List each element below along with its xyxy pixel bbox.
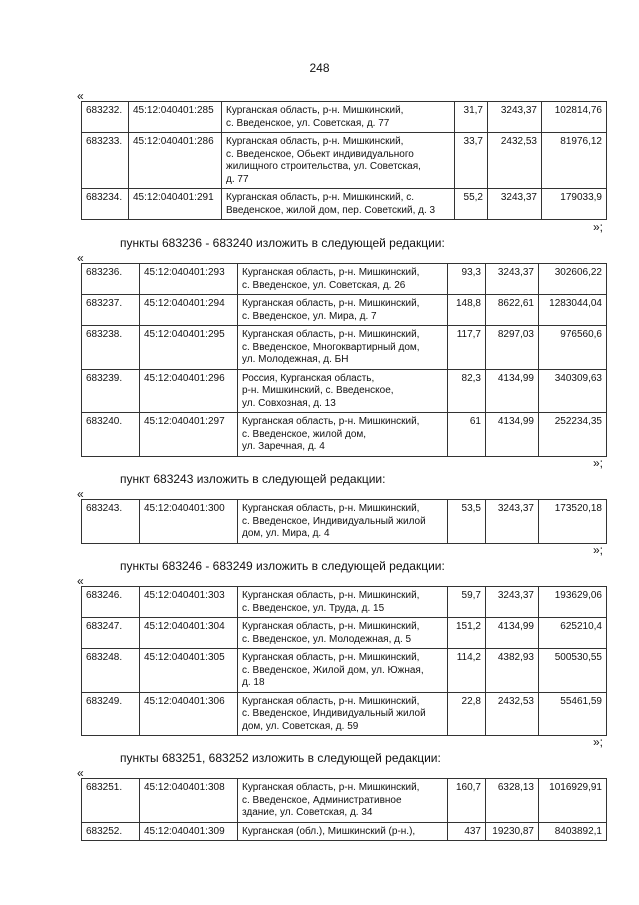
cadastral-number-cell: 45:12:040401:305 xyxy=(140,649,238,693)
cadastral-number-cell: 45:12:040401:297 xyxy=(140,413,238,457)
unit-value-cell: 8622,61 xyxy=(486,295,539,326)
close-quote: »; xyxy=(593,456,604,470)
area-cell: 93,3 xyxy=(448,264,486,295)
area-cell: 114,2 xyxy=(448,649,486,693)
unit-value-cell: 3243,37 xyxy=(486,587,539,618)
table-row xyxy=(82,189,607,220)
row-number-cell: 683246. xyxy=(82,587,140,618)
area-cell: 151,2 xyxy=(448,618,486,649)
close-quote: »; xyxy=(593,220,604,234)
cadastral-value-cell: 173520,18 xyxy=(539,500,607,544)
unit-value-cell: 8297,03 xyxy=(486,326,539,370)
table-row xyxy=(82,500,607,544)
cadastral-value-cell: 81976,12 xyxy=(542,133,607,189)
cadastral-number-cell: 45:12:040401:304 xyxy=(140,618,238,649)
address-cell: Курганская (обл.), Мишкинский (р-н.), xyxy=(238,822,448,841)
row-number-cell: 683232. xyxy=(82,102,129,133)
area-cell: 22,8 xyxy=(448,692,486,736)
row-number-cell: 683238. xyxy=(82,326,140,370)
cadastral-value-cell: 102814,76 xyxy=(542,102,607,133)
cadastral-number-cell: 45:12:040401:300 xyxy=(140,500,238,544)
area-cell: 55,2 xyxy=(455,189,488,220)
address-cell: Курганская область, р-н. Мишкинский, с. Введенское, Жилой дом, ул. Южная, д. 18 xyxy=(238,649,448,693)
cadastral-number-cell: 45:12:040401:306 xyxy=(140,692,238,736)
section-intro: пункты 683251, 683252 изложить в следующей редакции: xyxy=(120,751,441,765)
cadastral-number-cell: 45:12:040401:285 xyxy=(129,102,222,133)
unit-value-cell: 2432,53 xyxy=(488,133,542,189)
table-section-4 xyxy=(81,778,607,841)
row-number-cell: 683236. xyxy=(82,264,140,295)
open-quote: « xyxy=(77,487,84,501)
table-row xyxy=(82,649,607,693)
cadastral-number-cell: 45:12:040401:295 xyxy=(140,326,238,370)
cadastral-value-cell: 179033,9 xyxy=(542,189,607,220)
cadastral-value-cell: 1016929,91 xyxy=(539,779,607,823)
address-cell: Курганская область, р-н. Мишкинский, с. Введенское, ул. Мира, д. 7 xyxy=(238,295,448,326)
unit-value-cell: 4134,99 xyxy=(486,618,539,649)
cadastral-value-cell: 340309,63 xyxy=(539,369,607,413)
cadastral-number-cell: 45:12:040401:296 xyxy=(140,369,238,413)
unit-value-cell: 3243,37 xyxy=(488,189,542,220)
section-intro: пункты 683236 - 683240 изложить в следующей редакции: xyxy=(120,236,445,250)
table-row xyxy=(82,326,607,370)
unit-value-cell: 3243,37 xyxy=(486,500,539,544)
cadastral-number-cell: 45:12:040401:293 xyxy=(140,264,238,295)
row-number-cell: 683248. xyxy=(82,649,140,693)
area-cell: 437 xyxy=(448,822,486,841)
page-number: 248 xyxy=(309,61,330,75)
table-row xyxy=(82,102,607,133)
row-number-cell: 683251. xyxy=(82,779,140,823)
address-cell: Россия, Курганская область, р-н. Мишкинский, с. Введенское, ул. Совхозная, д. 13 xyxy=(238,369,448,413)
cadastral-number-cell: 45:12:040401:303 xyxy=(140,587,238,618)
cadastral-value-cell: 193629,06 xyxy=(539,587,607,618)
open-quote: « xyxy=(77,766,84,780)
table-row xyxy=(82,779,607,823)
address-cell: Курганская область, р-н. Мишкинский, с. Введенское, Административное здание, ул. Советская, д. 34 xyxy=(238,779,448,823)
table-section-2 xyxy=(81,499,607,544)
row-number-cell: 683243. xyxy=(82,500,140,544)
unit-value-cell: 4382,93 xyxy=(486,649,539,693)
cadastral-number-cell: 45:12:040401:294 xyxy=(140,295,238,326)
area-cell: 82,3 xyxy=(448,369,486,413)
address-cell: Курганская область, р-н. Мишкинский, с. Введенское, Обьект индивидуального жилищного строительства, ул. Советская, д. 77 xyxy=(222,133,455,189)
table-section-1 xyxy=(81,263,607,457)
cadastral-value-cell: 252234,35 xyxy=(539,413,607,457)
cadastral-value-cell: 55461,59 xyxy=(539,692,607,736)
cadastral-value-cell: 8403892,1 xyxy=(539,822,607,841)
area-cell: 59,7 xyxy=(448,587,486,618)
address-cell: Курганская область, р-н. Мишкинский, с. Введенское, ул. Молодежная, д. 5 xyxy=(238,618,448,649)
area-cell: 160,7 xyxy=(448,779,486,823)
table-row xyxy=(82,295,607,326)
area-cell: 148,8 xyxy=(448,295,486,326)
address-cell: Курганская область, р-н. Мишкинский, с. Введенское, жилой дом, пер. Советский, д. 3 xyxy=(222,189,455,220)
table-row xyxy=(82,413,607,457)
area-cell: 53,5 xyxy=(448,500,486,544)
close-quote: »; xyxy=(593,735,604,749)
unit-value-cell: 4134,99 xyxy=(486,413,539,457)
table-row xyxy=(82,618,607,649)
address-cell: Курганская область, р-н. Мишкинский, с. Введенское, ул. Советская, д. 77 xyxy=(222,102,455,133)
table-row xyxy=(82,587,607,618)
area-cell: 33,7 xyxy=(455,133,488,189)
table-section-0 xyxy=(81,101,607,220)
area-cell: 61 xyxy=(448,413,486,457)
cadastral-value-cell: 1283044,04 xyxy=(539,295,607,326)
row-number-cell: 683247. xyxy=(82,618,140,649)
address-cell: Курганская область, р-н. Мишкинский, с. Введенское, жилой дом, ул. Заречная, д. 4 xyxy=(238,413,448,457)
table-section-3 xyxy=(81,586,607,736)
cadastral-number-cell: 45:12:040401:308 xyxy=(140,779,238,823)
address-cell: Курганская область, р-н. Мишкинский, с. Введенское, Индивидуальный жилой дом, ул. Мира, д. 4 xyxy=(238,500,448,544)
row-number-cell: 683249. xyxy=(82,692,140,736)
table-row xyxy=(82,369,607,413)
table-row xyxy=(82,133,607,189)
open-quote: « xyxy=(77,574,84,588)
open-quote: « xyxy=(77,251,84,265)
section-intro: пункт 683243 изложить в следующей редакции: xyxy=(120,472,386,486)
cadastral-value-cell: 302606,22 xyxy=(539,264,607,295)
unit-value-cell: 2432,53 xyxy=(486,692,539,736)
open-quote: « xyxy=(77,89,84,103)
cadastral-number-cell: 45:12:040401:309 xyxy=(140,822,238,841)
address-cell: Курганская область, р-н. Мишкинский, с. Введенское, Многоквартирный дом, ул. Молодежная, д. БН xyxy=(238,326,448,370)
row-number-cell: 683239. xyxy=(82,369,140,413)
cadastral-value-cell: 625210,4 xyxy=(539,618,607,649)
row-number-cell: 683237. xyxy=(82,295,140,326)
address-cell: Курганская область, р-н. Мишкинский, с. Введенское, ул. Советская, д. 26 xyxy=(238,264,448,295)
cadastral-value-cell: 500530,55 xyxy=(539,649,607,693)
unit-value-cell: 4134,99 xyxy=(486,369,539,413)
table-row xyxy=(82,822,607,841)
row-number-cell: 683240. xyxy=(82,413,140,457)
unit-value-cell: 3243,37 xyxy=(488,102,542,133)
section-intro: пункты 683246 - 683249 изложить в следующей редакции: xyxy=(120,559,445,573)
address-cell: Курганская область, р-н. Мишкинский, с. Введенское, ул. Труда, д. 15 xyxy=(238,587,448,618)
cadastral-number-cell: 45:12:040401:291 xyxy=(129,189,222,220)
address-cell: Курганская область, р-н. Мишкинский, с. Введенское, Индивидуальный жилой дом, ул. Советская, д. 59 xyxy=(238,692,448,736)
table-row xyxy=(82,264,607,295)
unit-value-cell: 19230,87 xyxy=(486,822,539,841)
row-number-cell: 683252. xyxy=(82,822,140,841)
unit-value-cell: 3243,37 xyxy=(486,264,539,295)
cadastral-number-cell: 45:12:040401:286 xyxy=(129,133,222,189)
row-number-cell: 683233. xyxy=(82,133,129,189)
area-cell: 117,7 xyxy=(448,326,486,370)
table-row xyxy=(82,692,607,736)
close-quote: »; xyxy=(593,543,604,557)
row-number-cell: 683234. xyxy=(82,189,129,220)
unit-value-cell: 6328,13 xyxy=(486,779,539,823)
area-cell: 31,7 xyxy=(455,102,488,133)
cadastral-value-cell: 976560,6 xyxy=(539,326,607,370)
